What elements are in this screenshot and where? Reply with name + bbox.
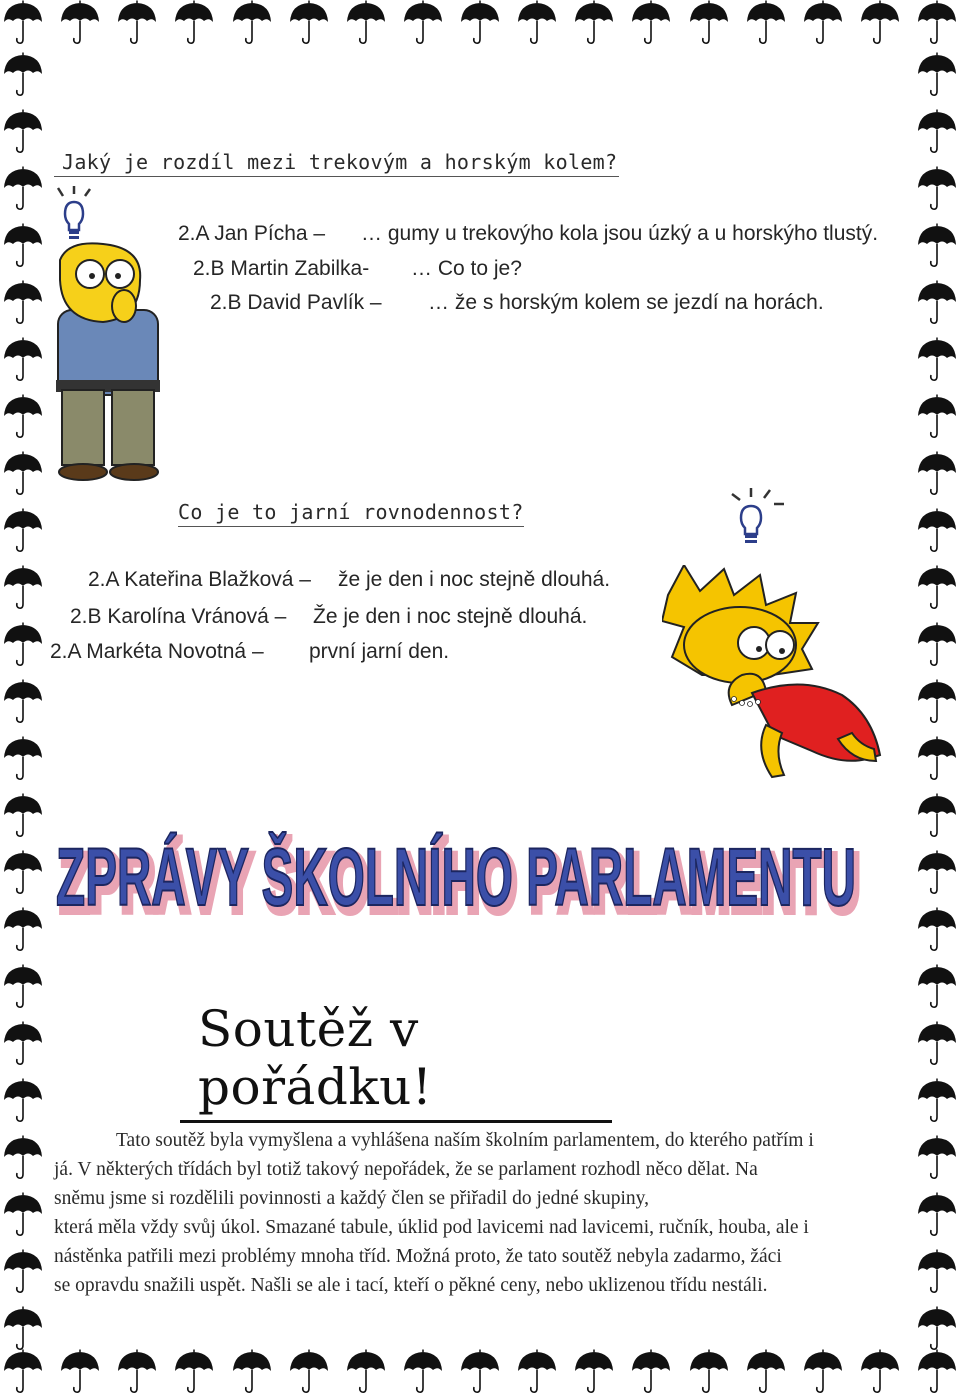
parliament-news-banner xyxy=(52,815,872,935)
border-bottom xyxy=(0,1349,960,1399)
umbrella-icon xyxy=(116,0,158,46)
umbrella-icon xyxy=(916,451,958,497)
umbrella-icon xyxy=(916,793,958,839)
umbrella-icon xyxy=(2,679,44,725)
umbrella-icon xyxy=(916,508,958,554)
article-line: se opravdu snažili uspět. Našli se ale i tací, kteří o pěkné ceny, nebo uklizenou třídu nestáli. xyxy=(54,1275,768,1296)
umbrella-icon xyxy=(2,622,44,668)
article-line: já. V některých třídách byl totiž takový nepořádek, že se parlament rozhodl něco dělat. Na xyxy=(54,1159,758,1180)
umbrella-icon xyxy=(916,394,958,440)
umbrella-icon xyxy=(2,0,44,46)
umbrella-icon xyxy=(859,1349,901,1395)
umbrella-icon xyxy=(916,1349,958,1395)
umbrella-icon xyxy=(916,1021,958,1067)
umbrella-icon xyxy=(916,964,958,1010)
article-heading: Soutěž v pořádku! xyxy=(180,1000,612,1123)
umbrella-icon xyxy=(231,0,273,46)
umbrella-icon xyxy=(916,1249,958,1295)
student-name: 2.B Martin Zabilka- xyxy=(193,257,370,280)
umbrella-icon xyxy=(2,166,44,212)
student-name: 2.A Jan Pícha – xyxy=(178,222,326,245)
student-name: 2.B David Pavlík – xyxy=(210,291,382,314)
lightbulb-icon xyxy=(52,186,100,248)
lightbulb-icon xyxy=(726,488,788,550)
lisa-illustration xyxy=(662,565,884,780)
umbrella-icon xyxy=(745,1349,787,1395)
umbrella-icon xyxy=(2,1021,44,1067)
umbrella-icon xyxy=(2,109,44,155)
article-line: která měla vždy svůj úkol. Smazané tabule, úklid pod lavicemi nad lavicemi, ručník, houba, ale i xyxy=(54,1217,809,1238)
umbrella-icon xyxy=(231,1349,273,1395)
umbrella-icon xyxy=(288,0,330,46)
answer-row xyxy=(193,257,522,281)
question-2-title: Co je to jarní rovnodennost? xyxy=(178,500,524,527)
umbrella-icon xyxy=(173,0,215,46)
umbrella-icon xyxy=(802,1349,844,1395)
answer-row xyxy=(70,605,587,629)
umbrella-icon xyxy=(573,1349,615,1395)
article-line: Tato soutěž byla vymyšlena a vyhlášena naším školním parlamentem, do kterého patřím i xyxy=(116,1130,814,1151)
answer-row xyxy=(178,222,878,246)
umbrella-icon xyxy=(2,1135,44,1181)
umbrella-icon xyxy=(630,1349,672,1395)
student-name: 2.A Kateřina Blažková – xyxy=(88,568,311,591)
border-left xyxy=(0,52,46,1352)
umbrella-icon xyxy=(2,337,44,383)
umbrella-icon xyxy=(916,679,958,725)
umbrella-icon xyxy=(916,1135,958,1181)
border-right xyxy=(914,52,960,1352)
answer-text: … gumy u trekovýho kola jsou úzký a u horskýho tlustý. xyxy=(361,222,879,245)
umbrella-icon xyxy=(2,1249,44,1295)
umbrella-icon xyxy=(916,850,958,896)
answer-row xyxy=(210,291,824,315)
answer-text: že je den i noc stejně dlouhá. xyxy=(338,568,611,591)
umbrella-icon xyxy=(2,964,44,1010)
umbrella-icon xyxy=(59,0,101,46)
umbrella-icon xyxy=(916,1306,958,1352)
answer-text: Že je den i noc stejně dlouhá. xyxy=(313,605,588,628)
umbrella-icon xyxy=(402,0,444,46)
umbrella-icon xyxy=(916,109,958,155)
umbrella-icon xyxy=(173,1349,215,1395)
article-line: sněmu jsme si rozdělili povinnosti a každý člen se přiřadil do jedné skupiny, xyxy=(54,1188,649,1209)
umbrella-icon xyxy=(916,907,958,953)
umbrella-icon xyxy=(916,223,958,269)
umbrella-icon xyxy=(916,337,958,383)
umbrella-icon xyxy=(916,52,958,98)
umbrella-icon xyxy=(916,280,958,326)
umbrella-icon xyxy=(916,622,958,668)
umbrella-icon xyxy=(745,0,787,46)
umbrella-icon xyxy=(916,166,958,212)
umbrella-icon xyxy=(2,1192,44,1238)
umbrella-icon xyxy=(2,1349,44,1395)
umbrella-icon xyxy=(688,0,730,46)
umbrella-icon xyxy=(459,1349,501,1395)
umbrella-icon xyxy=(2,1078,44,1124)
umbrella-icon xyxy=(2,52,44,98)
umbrella-icon xyxy=(573,0,615,46)
answer-row xyxy=(50,640,449,664)
answer-text: první jarní den. xyxy=(309,640,450,663)
umbrella-icon xyxy=(459,0,501,46)
banner-text: ZPRÁVY ŠKOLNÍHO PARLAMENTU xyxy=(56,832,856,923)
student-name: 2.A Markéta Novotná – xyxy=(50,640,264,663)
umbrella-icon xyxy=(288,1349,330,1395)
umbrella-icon xyxy=(345,1349,387,1395)
umbrella-icon xyxy=(2,1306,44,1352)
banner-shadow-text: ZPRÁVY ŠKOLNÍHO PARLAMENTU xyxy=(60,838,860,929)
umbrella-icon xyxy=(516,0,558,46)
umbrella-icon xyxy=(916,1192,958,1238)
student-name: 2.B Karolína Vránová – xyxy=(70,605,287,628)
umbrella-icon xyxy=(59,1349,101,1395)
umbrella-icon xyxy=(2,394,44,440)
umbrella-icon xyxy=(2,850,44,896)
question-1-title: Jaký je rozdíl mezi trekovým a horským kolem? xyxy=(54,150,619,177)
answer-row xyxy=(88,568,610,592)
umbrella-icon xyxy=(116,1349,158,1395)
answer-text: … Co to je? xyxy=(411,257,522,280)
umbrella-icon xyxy=(2,793,44,839)
umbrella-icon xyxy=(2,565,44,611)
umbrella-icon xyxy=(2,907,44,953)
umbrella-icon xyxy=(2,280,44,326)
ralph-illustration xyxy=(48,240,168,485)
umbrella-icon xyxy=(916,736,958,782)
umbrella-icon xyxy=(2,223,44,269)
umbrella-icon xyxy=(2,736,44,782)
umbrella-icon xyxy=(916,565,958,611)
answer-text: … že s horským kolem se jezdí na horách. xyxy=(428,291,824,314)
article-body xyxy=(54,1126,904,1300)
umbrella-icon xyxy=(802,0,844,46)
umbrella-icon xyxy=(688,1349,730,1395)
umbrella-icon xyxy=(2,451,44,497)
umbrella-icon xyxy=(859,0,901,46)
umbrella-icon xyxy=(916,1078,958,1124)
umbrella-icon xyxy=(402,1349,444,1395)
umbrella-icon xyxy=(516,1349,558,1395)
article-line: nástěnka patřili mezi problémy mnoha tříd. Možná proto, že tato soutěž nebyla zadarmo, žáci xyxy=(54,1246,782,1267)
umbrella-icon xyxy=(345,0,387,46)
border-top xyxy=(0,0,960,50)
umbrella-icon xyxy=(630,0,672,46)
umbrella-icon xyxy=(2,508,44,554)
umbrella-icon xyxy=(916,0,958,46)
